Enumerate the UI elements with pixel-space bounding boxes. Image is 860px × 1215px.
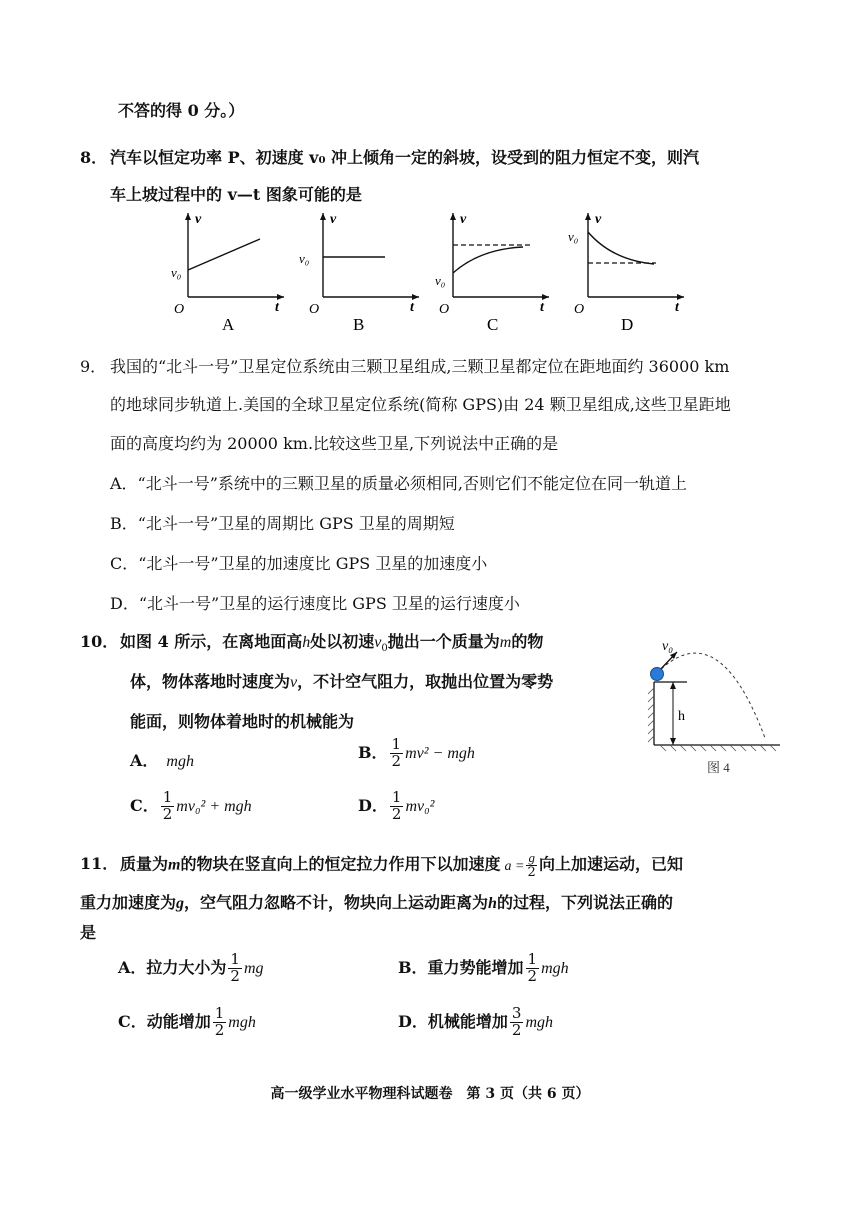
page-footer: 高一级学业水平物理科试题卷 第 3 页（共 6 页）	[270, 1086, 590, 1102]
graph-c-curve	[453, 247, 523, 273]
graph-d-v0: v₀	[568, 229, 579, 244]
graph-b-v-label: v	[330, 212, 337, 227]
question-11-stem-line2: 重力加速度为g，空气阻力忽略不计，物块向上运动距离为h的过程，下列说法正确的	[80, 893, 673, 912]
graph-b-t-label: t	[410, 300, 414, 315]
question-9-option-b: B．“北斗一号”卫星的周期比 GPS 卫星的周期短	[110, 514, 455, 533]
ball	[651, 668, 664, 681]
question-10-number: 10．	[80, 632, 119, 651]
question-11-stem-line3: 是	[80, 923, 97, 942]
graph-b-v0: v₀	[299, 251, 310, 266]
question-11-option-a: A．拉力大小为 $\frac{1}{2}$ mg	[118, 950, 264, 985]
question-9-stem-line1: 我国的“北斗一号”卫星定位系统由三颗卫星组成,三颗卫星都定位在距地面约 36000 km	[110, 357, 730, 376]
ground-hatch	[660, 745, 776, 751]
graph-a-caption: A	[222, 315, 235, 334]
question-8-stem-line2: 车上坡过程中的 v—t 图象可能的是	[110, 185, 362, 204]
graph-b	[295, 205, 425, 335]
question-10-option-b: B． $\frac{1}{2}$ mv² − mgh	[358, 735, 475, 770]
graph-b-origin: O	[309, 302, 320, 317]
graph-a	[160, 205, 290, 335]
question-10-stem-line1: 如图 4 所示，在离地面高h处以初速$v_0$抛出一个质量为m的物	[120, 632, 544, 655]
question-11-option-c: C．动能增加 $\frac{1}{2}$ mgh	[118, 1004, 256, 1039]
graph-a-v-label: v	[195, 212, 202, 227]
question-9-stem-line2: 的地球同步轨道上.美国的全球卫星定位系统(简称 GPS)由 24 颗卫星组成,这些卫星距地	[110, 395, 731, 414]
question-10-option-a: A． mgh	[130, 751, 194, 770]
figure-caption: 图 4	[707, 760, 730, 775]
question-10-stem-line3: 能面，则物体着地时的机械能为	[130, 712, 355, 731]
cliff-hatch	[648, 688, 654, 742]
question-9-option-a: A．“北斗一号”系统中的三颗卫星的质量必须相同,否则它们不能定位在同一轨道上	[110, 474, 688, 493]
question-8-number: 8．	[80, 148, 108, 167]
graph-c-t-label: t	[540, 300, 544, 315]
graph-c-origin: O	[439, 302, 450, 317]
figure-4	[640, 628, 790, 778]
v0-label: v₀	[662, 639, 674, 654]
question-10-option-c: C． $\frac{1}{2}$ mv₀² + mgh	[130, 788, 252, 823]
graph-d-caption: D	[621, 315, 634, 334]
graph-d	[560, 205, 690, 335]
graph-d-origin: O	[574, 302, 585, 317]
question-11-option-b: B．重力势能增加 $\frac{1}{2}$ mgh	[398, 950, 569, 985]
question-11-option-d: D．机械能增加 $\frac{3}{2}$ mgh	[398, 1004, 553, 1039]
instructions-tail: 不答的得 0 分。）	[118, 101, 245, 120]
graph-a-v0: v₀	[171, 265, 182, 280]
graph-d-t-label: t	[675, 300, 679, 315]
graph-b-caption: B	[353, 315, 365, 334]
graph-a-origin: O	[174, 302, 185, 317]
graph-d-v-label: v	[595, 212, 602, 227]
graph-a-curve	[188, 239, 260, 270]
question-11-number: 11．	[80, 854, 119, 873]
graph-c-v0: v₀	[435, 273, 446, 288]
graph-a-t-label: t	[275, 300, 279, 315]
question-10-stem-line2: 体，物体落地时速度为v，不计空气阻力，取抛出位置为零势	[130, 672, 554, 691]
graph-d-curve	[588, 232, 654, 264]
question-9-option-d: D．“北斗一号”卫星的运行速度比 GPS 卫星的运行速度小	[110, 594, 520, 613]
question-8-stem-line1: 汽车以恒定功率 P、初速度 v₀ 冲上倾角一定的斜坡，设受到的阻力恒定不变，则汽	[110, 148, 700, 167]
question-9-stem-line3: 面的高度均约为 20000 km.比较这些卫星,下列说法中正确的是	[110, 434, 559, 453]
question-9-number: 9．	[80, 357, 107, 376]
height-label: h	[678, 709, 685, 724]
question-11-stem-line1: 质量为m的物块在竖直向上的恒定拉力作用下以加速度 a = $\frac{g}{2}$ 向上加速运动，已知	[120, 850, 683, 880]
question-9-option-c: C．“北斗一号”卫星的加速度比 GPS 卫星的加速度小	[110, 554, 488, 573]
question-10-option-d: D． $\frac{1}{2}$ mv₀²	[358, 788, 435, 823]
graph-c-v-label: v	[460, 212, 467, 227]
graph-c	[425, 205, 555, 335]
graph-c-caption: C	[487, 315, 499, 334]
